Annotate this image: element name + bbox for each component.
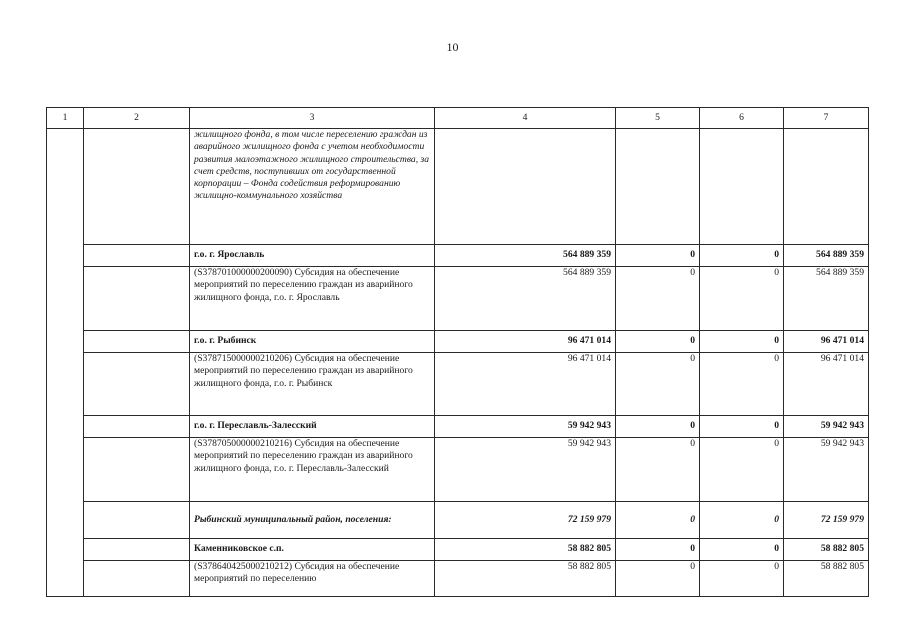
cell-col-7: 96 471 014 [784, 331, 869, 353]
budget-table [46, 107, 869, 597]
cell-col-2 [84, 561, 190, 597]
cell-col-4: 72 159 979 [435, 502, 616, 539]
cell-col-7: 59 942 943 [784, 438, 869, 502]
cell-col-5: 0 [616, 245, 700, 267]
continuation-description: жилищного фонда, в том числе переселению граждан из аварийного жилищного фонда с учетом необходимости развития малоэтажного жилищного строительства, за счет средств, поступивших от государственной корпорации – Фонда содействия реформированию жилищно-коммунального хозяйства [190, 129, 435, 245]
row-name: Рыбинский муниципальный район, поселения: [190, 502, 435, 539]
cell-col-7: 72 159 979 [784, 502, 869, 539]
row-name: (S378715000000210206) Субсидия на обеспечение мероприятий по переселению граждан из аварийного жилищного фонда, г.о. г. Рыбинск [190, 353, 435, 416]
cell-col-5 [616, 129, 700, 245]
cell-col-2 [84, 502, 190, 539]
table-row [47, 129, 869, 245]
header-col-4: 4 [435, 108, 616, 129]
header-col-6: 6 [700, 108, 784, 129]
cell-col-4: 96 471 014 [435, 353, 616, 416]
cell-col-5: 0 [616, 416, 700, 438]
cell-col-6: 0 [700, 353, 784, 416]
cell-col-4: 58 882 805 [435, 561, 616, 597]
table-row [47, 438, 869, 502]
page-number: 10 [446, 40, 459, 54]
cell-col-7: 58 882 805 [784, 539, 869, 561]
cell-col-6: 0 [700, 438, 784, 502]
cell-col-7: 564 889 359 [784, 267, 869, 331]
cell-col-6: 0 [700, 561, 784, 597]
table-row [47, 416, 869, 438]
cell-col-2 [84, 129, 190, 245]
cell-col-5: 0 [616, 539, 700, 561]
cell-col-2 [84, 416, 190, 438]
cell-col-1 [47, 129, 84, 597]
cell-col-6 [700, 129, 784, 245]
cell-col-4: 59 942 943 [435, 416, 616, 438]
table-row [47, 245, 869, 267]
row-name: г.о. г. Переславль-Залесский [190, 416, 435, 438]
row-name: (S378640425000210212) Субсидия на обеспечение мероприятий по переселению [190, 561, 435, 597]
cell-col-2 [84, 438, 190, 502]
cell-col-5: 0 [616, 438, 700, 502]
header-col-7: 7 [784, 108, 869, 129]
row-name: (S378705000000210216) Субсидия на обеспечение мероприятий по переселению граждан из аварийного жилищного фонда, г.о. г. Переславль-Залесский [190, 438, 435, 502]
cell-col-5: 0 [616, 267, 700, 331]
table-row [47, 267, 869, 331]
cell-col-6: 0 [700, 331, 784, 353]
cell-col-4: 58 882 805 [435, 539, 616, 561]
header-col-2: 2 [84, 108, 190, 129]
cell-col-4: 564 889 359 [435, 245, 616, 267]
cell-col-7: 564 889 359 [784, 245, 869, 267]
cell-col-5: 0 [616, 561, 700, 597]
header-row [47, 108, 869, 129]
row-name: г.о. г. Ярославль [190, 245, 435, 267]
cell-col-2 [84, 539, 190, 561]
cell-col-6: 0 [700, 245, 784, 267]
cell-col-2 [84, 267, 190, 331]
table-row [47, 331, 869, 353]
cell-col-4 [435, 129, 616, 245]
table-row [47, 539, 869, 561]
header-col-5: 5 [616, 108, 700, 129]
cell-col-2 [84, 331, 190, 353]
cell-col-6: 0 [700, 502, 784, 539]
header-col-1: 1 [47, 108, 84, 129]
cell-col-6: 0 [700, 267, 784, 331]
row-name: Каменниковское с.п. [190, 539, 435, 561]
cell-col-4: 564 889 359 [435, 267, 616, 331]
cell-col-4: 96 471 014 [435, 331, 616, 353]
cell-col-4: 59 942 943 [435, 438, 616, 502]
cell-col-5: 0 [616, 353, 700, 416]
cell-col-6: 0 [700, 539, 784, 561]
cell-col-7 [784, 129, 869, 245]
header-col-3: 3 [190, 108, 435, 129]
cell-col-5: 0 [616, 502, 700, 539]
cell-col-7: 96 471 014 [784, 353, 869, 416]
table-row [47, 353, 869, 416]
cell-col-2 [84, 245, 190, 267]
table-row [47, 502, 869, 539]
cell-col-5: 0 [616, 331, 700, 353]
row-name: (S378701000000200090) Субсидия на обеспечение мероприятий по переселению граждан из аварийного жилищного фонда, г.о. г. Ярославль [190, 267, 435, 331]
cell-col-7: 59 942 943 [784, 416, 869, 438]
table-row [47, 561, 869, 597]
cell-col-2 [84, 353, 190, 416]
cell-col-6: 0 [700, 416, 784, 438]
cell-col-7: 58 882 805 [784, 561, 869, 597]
row-name: г.о. г. Рыбинск [190, 331, 435, 353]
